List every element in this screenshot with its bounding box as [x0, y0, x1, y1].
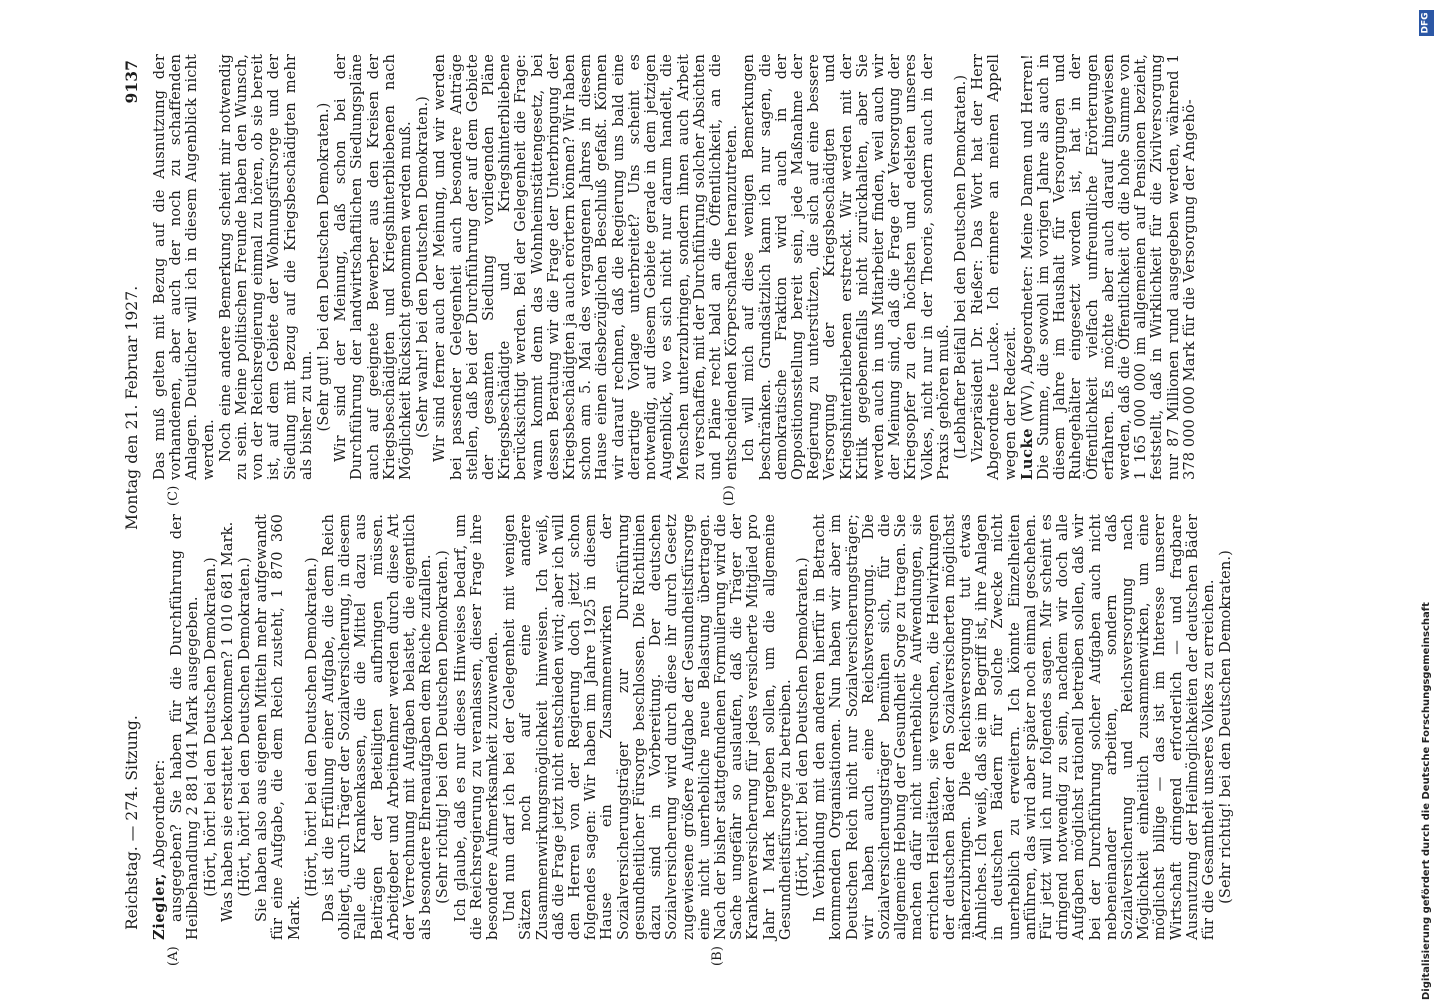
paragraph: Vizepräsident Dr. Rießer: Das Wort hat der Herr Abgeordnete Lucke. Ich erinnere an meinen Appell wegen der Redezeit.	[969, 54, 1019, 480]
interjection: (Sehr richtig! bei den Deutschen Demokraten.)	[1217, 550, 1235, 904]
paragraph: Wir sind der Meinung, daß schon bei der Durchführung der landwirtschaftlichen Siedlungspläne auch auf geeignete Bewerber aus den Kreisen der Kriegsbeschädigten und Kriegshinterbliebenen nach Möglichkeit Rücksicht genommen werden muß.	[332, 54, 415, 480]
interjection: (Lebhafter Beifall bei den Deutschen Demokraten.)	[951, 74, 969, 460]
interjection: (Hört, hört! bei den Deutschen Demokraten.)	[302, 557, 320, 897]
paragraph: Und nun darf ich bei der Gelegenheit mit wenigen Sätzen noch auf eine andere Zusammenwirkungsmöglichkeit hinweisen. Ich weiß, daß die Frage jetzt nicht entschieden wird; aber ich will den Herren von der Regierung doch jetzt schon folgendes sagen: Wir haben im Jahre 1925 in diesem Hause ein Zusammenwirken der Sozialversicherungsträger zur Durchführung gesundheitlicher Fürsorge beschlossen. Die Richtlinien dazu sind in Vorbereitung. Der deutschen Sozialversicherung wird durch diese ihr durch Gesetz zugewiesene größere Aufgabe der Gesundheitsfürsorge eine nicht unerhebliche neue Belastung übertragen. Nach der bisher stattgefundenen Formulierung wird die Sache ungefähr so auslaufen, daß die Träger der Krankenversicherung für jedes versicherte Mitglied pro Jahr 1 Mark hergeben sollen, um die allgemeine Gesundheitsfürsorge zu betreiben.	[501, 514, 794, 940]
paragraph: Das ist die Erfüllung einer Aufgabe, die dem Reich obliegt, durch Träger der Sozialversicherung, in diesem Falle die Krankenkassen, die die Mittel dazu aus Beiträgen der Beteiligten aufbringen müssen. Arbeitgeber und Arbeitnehmer werden durch diese Art der Verrechnung mit Aufgaben belastet, die eigentlich als besondere Ehrenaufgaben dem Reiche zufallen.	[320, 514, 435, 940]
page-number: 9137	[122, 60, 141, 104]
speaker-name: Ziegler,	[151, 872, 168, 940]
interjection: (Hört, hört! bei den Deutschen Demokraten.)	[201, 557, 219, 897]
margin-marker-b: (B)	[710, 946, 725, 966]
speaker-name: Lucke	[1018, 427, 1036, 480]
speaker-paragraph	[152, 514, 168, 940]
margin-marker-d: (D)	[722, 485, 737, 506]
paragraph: Wir sind ferner auch der Meinung, und wir werden bei passender Gelegenheit auch besondere Anträge stellen, daß bei der Durchführung der auf dem Gebiete der gesamten Siedlung vorliegenden Pläne Kriegsbeschädigte und Kriegshinterbliebene berücksichtigt werden. Bei der Gelegenheit die Frage: wann kommt denn das Wohnheimstättengesetz, bei dessen Beratung wir die Frage der Unterbringung der Kriegsbeschädigten ja auch erörtern können? Wir haben schon am 5. Mai des vergangenen Jahres in diesem Hause einen diesbezüglichen Beschluß gefaßt. Können wir darauf rechnen, daß die Regierung uns bald eine derartige Vorlage unterbreitet? Uns scheint es notwendig, auf diesem Gebiete gerade in dem jetzigen Augenblick, wo es sich nicht nur darum handelt, die Menschen unterzubringen, sondern ihnen auch Arbeit zu verschaffen, mit der Durchführung solcher Absichten und Pläne recht bald an die Öffentlichkeit, an die entscheidenden Körperschaften heranzutreten.	[431, 54, 741, 480]
interjection: (Sehr wahr! bei den Deutschen Demokraten.)	[414, 96, 432, 438]
interjection: (Hört, hört! bei den Deutschen Demokraten.)	[236, 557, 254, 897]
right-column	[152, 54, 1199, 480]
paragraph: In Verbindung mit den anderen hierfür in Betracht kommenden Organisationen. Nun haben wir aber im Deutschen Reich nicht nur Sozialversicherungsträger; wir haben auch eine Reichsversorgung. Die Sozialversicherungsträger bemühen sich, für die allgemeine Hebung der Gesundheit Sorge zu tragen. Sie machen dafür nicht unerhebliche Aufwendungen, sie errichten Heilstätten, sie versuchen, die Heilwirkungen der deutschen Bäder den Sozialversicherten möglichst näherzubringen. Die Reichsversorgung tut etwas Ähnliches. Ich weiß, daß sie im Begriff ist, ihre Anlagen in deutschen Bädern für solche Zwecke nicht unerheblich zu erweitern. Ich könnte Einzelheiten anführen, das wird aber später noch einmal geschehen. Für jetzt will ich nur folgendes sagen. Mir scheint es dringend notwendig zu sein, nachdem wir doch alle Aufgaben möglichst rationell betreiben sollen, daß wir bei der Durchführung solcher Aufgaben auch nicht nebeneinander arbeiten, sondern daß Sozialversicherung und Reichsversorgung nach Möglichkeit einheitlich zusammenwirken, um eine möglichst billige — das ist im Interesse unserer Wirtschaft dringend erforderlich — und fragbare Ausnutzung der Heilmöglichkeiten der deutschen Bäder für die Gesamtheit unseres Volkes zu erreichen.	[811, 514, 1217, 940]
paragraph: Sie haben also aus eigenen Mitteln mehr aufgewandt für eine Aufgabe, die dem Reich zusteht, 1 870 360 Mark.	[253, 514, 303, 940]
margin-marker-a: (A)	[166, 946, 181, 966]
header-date: Montag den 21. Februar 1927.	[123, 285, 141, 530]
dfg-logo: DFG	[1419, 10, 1434, 36]
margin-marker-c: (C)	[166, 485, 181, 506]
paragraph: Noch eine andere Bemerkung scheint mir notwendig zu sein. Meine politischen Freunde haben den Wunsch, von der Reichsregierung einmal zu hören, ob sie bereit ist, auf dem Gebiete der Wohnungsfürsorge und der Siedlung mit Bezug auf die Kriegsbeschädigten mehr als bisher zu tun.	[216, 54, 315, 480]
left-column	[152, 514, 1235, 940]
interjection: (Sehr gut! bei den Deutschen Demokraten.)	[315, 102, 333, 432]
digitization-credit: Digitalisierung gefördert durch die Deutsche Forschungsgemeinschaft	[1421, 602, 1432, 1000]
paragraph: Ich glaube, daß es nur dieses Hinweises bedarf, um die Reichsregierung zu veranlassen, dieser Frage ihre besondere Aufmerksamkeit zuzuwenden.	[451, 514, 502, 940]
interjection: (Hört, hört! bei den Deutschen Demokraten.)	[793, 557, 811, 897]
paragraph: Ich will mich auf diese wenigen Bemerkungen beschränken. Grundsätzlich kann ich nur sagen, die demokratische Fraktion wird auch in der Oppositionsstellung bereit sein, jede Maßnahme der Regierung zu unterstützen, die sich auf eine bessere Versorgung der Kriegsbeschädigten und Kriegshinterbliebenen erstreckt. Wir werden mit der Kritik gegebenenfalls nicht zurückhalten, aber Sie werden auch in uns Mitarbeiter finden, weil auch wir der Meinung sind, daß die Frage der Versorgung der Kriegsopfer zu den höchsten und edelsten unseres Volkes, nicht nur in der Theorie, sondern auch in der Praxis gehören muß.	[740, 54, 952, 480]
interjection: (Sehr richtig! bei den Deutschen Demokraten.)	[434, 550, 452, 904]
speaker-role: (WV), Abgeordneter: Meine Damen und Herren! Die Summe, die sowohl im vorigen Jahre als auch in diesem Jahre im Haushalt für Versorgungen und Ruhegehälter eingesetzt worden ist, hat in der Öffentlichkeit vielfach unfreundliche Erörterungen erfahren. Es möchte aber auch darauf hingewiesen werden, daß die Öffentlichkeit oft die hohe Summe von 1 165 000 000 im allgemeinen auf Pensionen bezieht, feststellt, daß in Wirklichkeit für die Zivilversorgung nur 87 Millionen rund ausgegeben werden, während 1 378 000 000 Mark für die Versorgung der Angehö-	[1018, 54, 1198, 480]
page-header	[122, 52, 148, 940]
paragraph: Das muß gelten mit Bezug auf die Ausnutzung der vorhandenen, aber auch der noch zu schaffenden Anlagen. Deutlicher will ich in diesem Augenblick nicht werden.	[151, 54, 217, 480]
paragraph: Was haben sie erstattet bekommen? 1 010 681 Mark.	[218, 521, 236, 922]
speaker-paragraph	[1020, 54, 1198, 480]
speaker-role: Abgeordneter:	[151, 759, 168, 873]
rotated-page	[122, 52, 1252, 966]
header-left: Reichstag. — 274. Sitzung.	[123, 715, 141, 930]
paragraph: ausgegeben? Sie haben für die Durchführung der Heilbehandlung 2 881 041 Mark ausgegeben.	[168, 514, 202, 940]
